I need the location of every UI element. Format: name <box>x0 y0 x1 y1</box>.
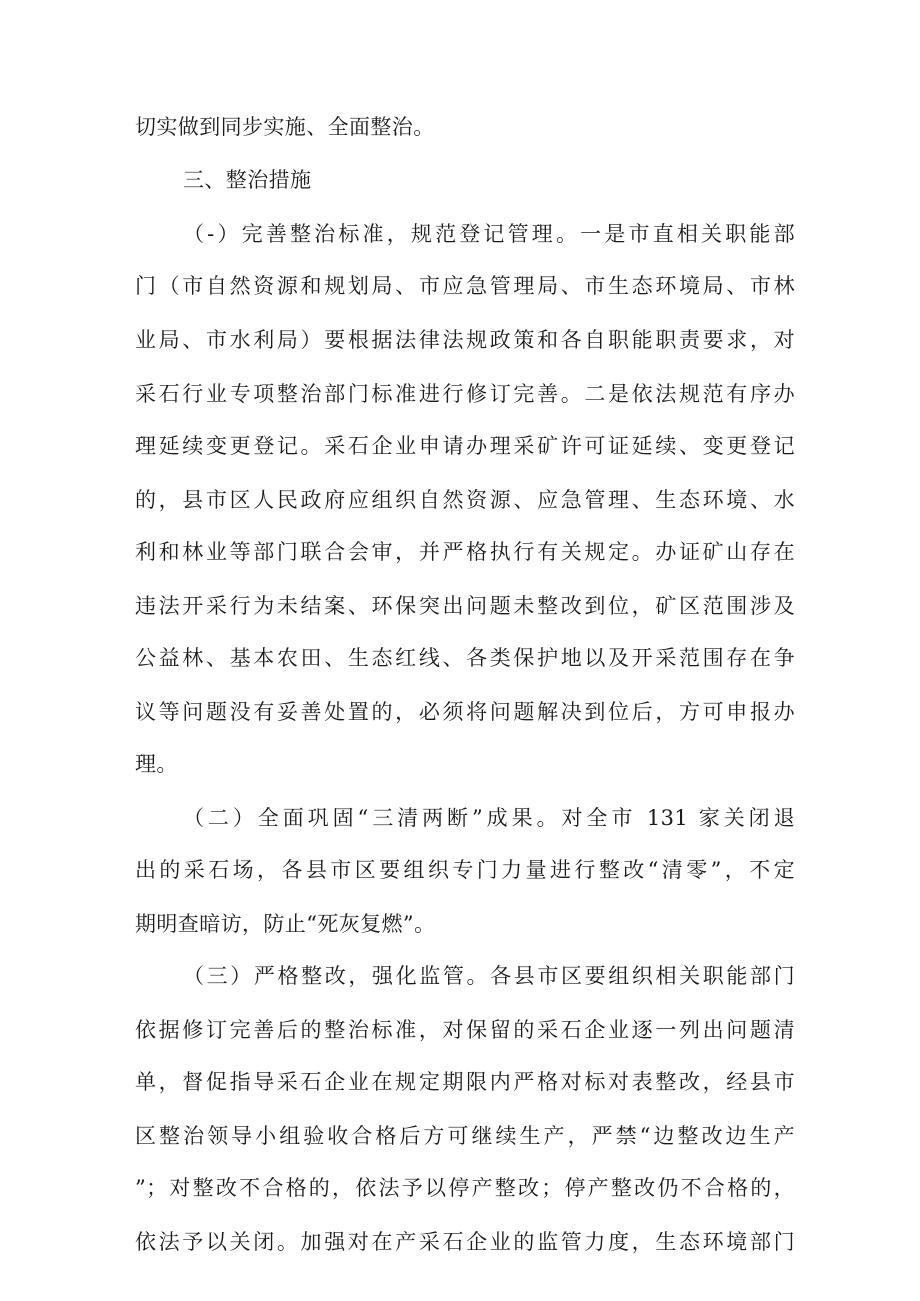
paragraph-first-line: （三）严格整改，强化监管。各县市区要组织相关职能部门 <box>183 964 795 988</box>
section-heading: 三、整治措施 <box>183 168 312 192</box>
body-line: 议等问题没有妥善处置的，必须将问题解决到位后，方可申报办 <box>135 700 795 724</box>
body-line: 理延续变更登记。采石企业申请办理采矿许可证延续、变更登记 <box>135 434 795 458</box>
body-line: 切实做到同步实施、全面整治。 <box>135 115 435 139</box>
body-line: 违法开采行为未结案、环保突出问题未整改到位，矿区范围涉及 <box>135 594 795 618</box>
paragraph-first-line: （-）完善整治标准，规范登记管理。一是市直相关职能部 <box>183 222 795 246</box>
paragraph-first-line: （二）全面巩固“三清两断”成果。对全市 131 家关闭退 <box>183 806 795 830</box>
body-line: 利和林业等部门联合会审，并严格执行有关规定。办证矿山存在 <box>135 540 795 564</box>
body-line: 采石行业专项整治部门标准进行修订完善。二是依法规范有序办 <box>135 382 795 406</box>
body-line: 的，县市区人民政府应组织自然资源、应急管理、生态环境、水 <box>135 488 795 512</box>
body-line: 单，督促指导采石企业在规定期限内严格对标对表整改，经县市 <box>135 1070 795 1094</box>
body-line: 区整治领导小组验收合格后方可继续生产，严禁“边整改边生产 <box>135 1124 795 1148</box>
body-line: 门（市自然资源和规划局、市应急管理局、市生态环境局、市林 <box>135 274 795 298</box>
body-line: 公益林、基本农田、生态红线、各类保护地以及开采范围存在争 <box>135 646 795 670</box>
body-line: 依法予以关闭。加强对在产采石企业的监管力度，生态环境部门 <box>135 1230 795 1254</box>
body-line: 出的采石场，各县市区要组织专门力量进行整改“清零”，不定 <box>135 858 795 882</box>
body-line: 理。 <box>135 752 178 776</box>
body-line: ”；对整改不合格的，依法予以停产整改；停产整改仍不合格的， <box>135 1176 795 1200</box>
body-line: 业局、市水利局）要根据法律法规政策和各自职能职责要求，对 <box>135 328 795 352</box>
body-line: 依据修订完善后的整治标准，对保留的采石企业逐一列出问题清 <box>135 1018 795 1042</box>
body-line: 期明查暗访，防止“死灰复燃”。 <box>135 912 436 936</box>
